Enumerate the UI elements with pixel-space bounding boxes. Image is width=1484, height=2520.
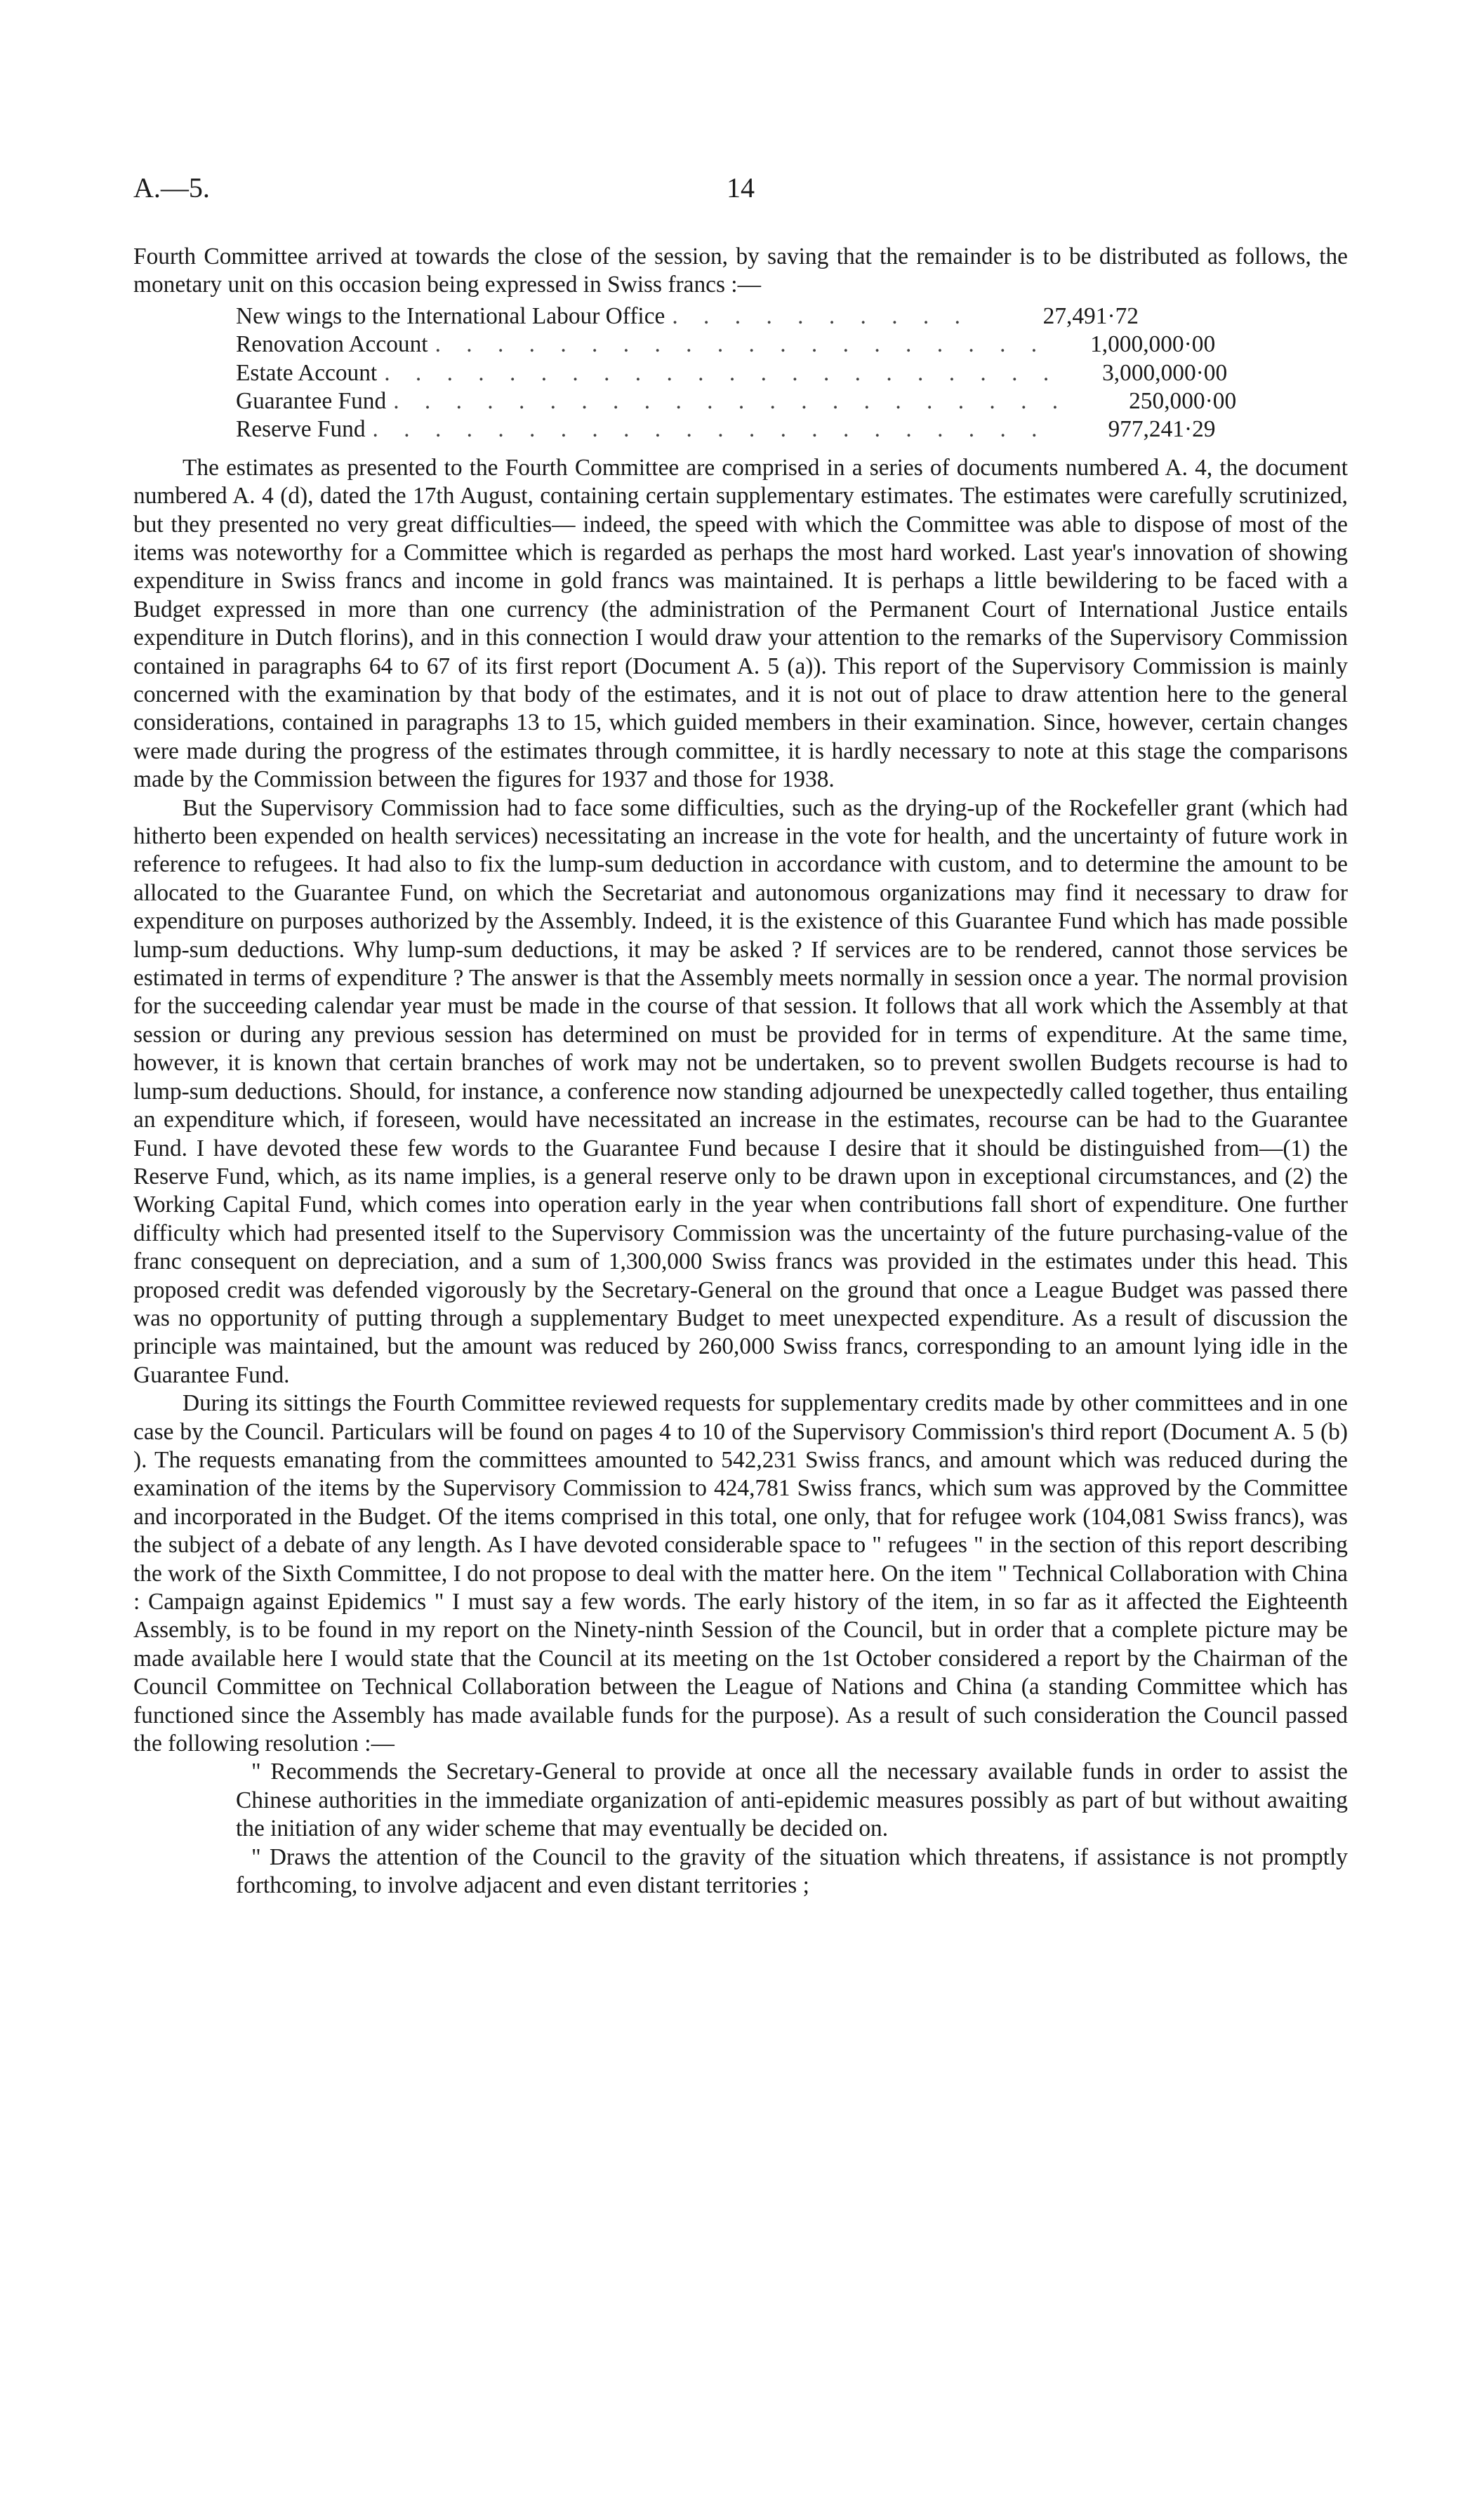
page-header (133, 171, 1348, 213)
intro-paragraph: Fourth Committee arrived at towards the close of the session, by saving that the remainder is to be distributed as follows, the monetary unit on this occasion being expressed in Swiss francs :— (133, 244, 1348, 298)
quote-paragraph: " Draws the attention of the Council to the gravity of the situation which threatens, if assistance is not promptly forthcoming, to involve adjacent and even distant territories ; (236, 1844, 1348, 1899)
allocation-table (236, 302, 1237, 444)
allocation-label: Reserve Fund (236, 416, 366, 443)
body-paragraph: The estimates as presented to the Fourth Committee are comprised in a series of documents numbered A. 4, the document numbered A. 4 (d), dated the 17th August, containing certain supplementary estimates. The estimates were carefully scrutinized, but they presented no very great difficulties— indeed, the speed with which the Committee was able to dispose of most of the items was noteworthy for a Committee which is regarded as perhaps the most hard worked. Last year's innovation of showing expenditure in Swiss francs and income in gold francs was maintained. It is perhaps a little bewildering to be faced with a Budget expressed in more than one currency (the administration of the Permanent Court of International Justice entails expenditure in Dutch florins), and in this connection I would draw your attention to the remarks of the Supervisory Commission contained in paragraphs 64 to 67 of its first report (Document A. 5 (a)). This report of the Supervisory Commission is mainly concerned with the examination by that body of the estimates, and it is not out of place to draw attention here to the general considerations, contained in paragraphs 13 to 15, which guided members in their examination. Since, however, certain changes were made during the progress of the estimates through committee, it is hardly necessary to note at this stage the comparisons made by the Commission between the figures for 1937 and those for 1938. (133, 454, 1348, 793)
body-paragraph: But the Supervisory Commission had to face some difficulties, such as the drying-up of the Rockefeller grant (which had hitherto been expended on health services) necessitating an increase in the vote for health, and the uncertainty of future work in reference to refugees. It had also to fix the lump-sum deduction in accordance with custom, and to determine the amount to be allocated to the Guarantee Fund, on which the Secretariat and autonomous organizations may find it necessary to draw for expenditure on purposes authorized by the Assembly. Indeed, it is the existence of this Guarantee Fund which has made possible lump-sum deductions. Why lump-sum deductions, it may be asked ? If services are to be rendered, cannot those services be estimated in terms of expenditure ? The answer is that the Assembly meets normally in session once a year. The normal provision for the succeeding calendar year must be made in the course of that session. It follows that all work which the Assembly at that session or during any previous session has determined on must be provided for in terms of expenditure. At the same time, however, it is known that certain branches of work may not be undertaken, so to prevent swollen Budgets recourse is had to lump-sum deductions. Should, for instance, a conference now standing adjourned be unexpectedly called together, thus entailing an expenditure which, if foreseen, would have necessitated an increase in the estimates, recourse can be had to the Guarantee Fund. I have devoted these few words to the Guarantee Fund because I desire that it should be distinguished from—(1) the Reserve Fund, which, as its name implies, is a general reserve only to be drawn upon in exceptional circumstances, and (2) the Working Capital Fund, which comes into operation early in the year when contributions fall short of expenditure. One further difficulty which had presented itself to the Supervisory Commission was the uncertainty of the future purchasing-value of the franc consequent on depreciation, and a sum of 1,300,000 Swiss francs was provided in the estimates under this head. This proposed credit was defended vigorously by the Secretary-General on the ground that once a League Budget was passed there was no opportunity of putting through a supplementary Budget to meet unexpected expenditure. As a result of discussion the principle was maintained, but the amount was reduced by 260,000 Swiss francs, corresponding to an amount lying idle in the Guarantee Fund. (133, 794, 1348, 1388)
allocation-row (236, 359, 1228, 387)
resolution-quote (236, 1758, 1348, 1900)
dot-leader: . . . . . . . . . . . . . . . . . . . . . . (393, 387, 1068, 414)
allocation-row (236, 387, 1237, 415)
page-number: 14 (727, 172, 755, 204)
allocation-amount: 3,000,000·00 (1102, 359, 1228, 386)
dot-leader: . . . . . . . . . . (672, 302, 970, 329)
allocation-label: Renovation Account (236, 331, 428, 358)
allocation-row (236, 302, 1139, 331)
document-reference: A.—5. (133, 172, 210, 204)
dot-leader: . . . . . . . . . . . . . . . . . . . . . . (384, 359, 1059, 386)
quote-paragraph: " Recommends the Secretary-General to provide at once all the necessary available funds in order to assist the Chinese authorities in the immediate organization of anti-epidemic measures possibly as part of but without awaiting the initiation of any wider scheme that may eventually be decided on. (236, 1759, 1348, 1842)
allocation-row (236, 415, 1216, 444)
allocation-row (236, 331, 1216, 359)
allocation-amount: 977,241·29 (1108, 416, 1216, 443)
dot-leader: . . . . . . . . . . . . . . . . . . . . . . (372, 416, 1047, 443)
body-paragraph: During its sittings the Fourth Committee reviewed requests for supplementary credits made by other committees and in one case by the Council. Particulars will be found on pages 4 to 10 of the Supervisory Commission's third report (Document A. 5 (b) ). The requests emanating from the committees amounted to 542,231 Swiss francs, and amount which was reduced during the examination of the items by the Supervisory Commission to 424,781 Swiss francs, which sum was approved by the Committee and incorporated in the Budget. Of the items comprised in this total, one only, that for refugee work (104,081 Swiss francs), was the subject of a debate of any length. As I have devoted considerable space to " refugees " in the section of this report describing the work of the Sixth Committee, I do not propose to deal with the matter here. On the item " Technical Collaboration with China : Campaign against Epidemics " I must say a few words. The early history of the item, in so far as it affected the Eighteenth Assembly, is to be found in my report on the Ninety-ninth Session of the Council, but in order that a complete picture may be made available here I would state that the Council at its meeting on the 1st October considered a report by the Chairman of the Council Committee on Technical Collaboration between the League of Nations and China (a standing Committee which has functioned since the Assembly has made available funds for the purpose). As a result of such consideration the Council passed the following resolution :— (133, 1390, 1348, 1757)
allocation-amount: 27,491·72 (1042, 302, 1139, 329)
allocation-label: Guarantee Fund (236, 387, 387, 414)
allocation-label: New wings to the International Labour Office (236, 302, 665, 329)
allocation-label: Estate Account (236, 359, 378, 386)
page-body (133, 243, 1348, 1900)
dot-leader: . . . . . . . . . . . . . . . . . . . . (435, 331, 1047, 358)
allocation-amount: 250,000·00 (1129, 387, 1237, 414)
allocation-amount: 1,000,000·00 (1090, 331, 1216, 358)
